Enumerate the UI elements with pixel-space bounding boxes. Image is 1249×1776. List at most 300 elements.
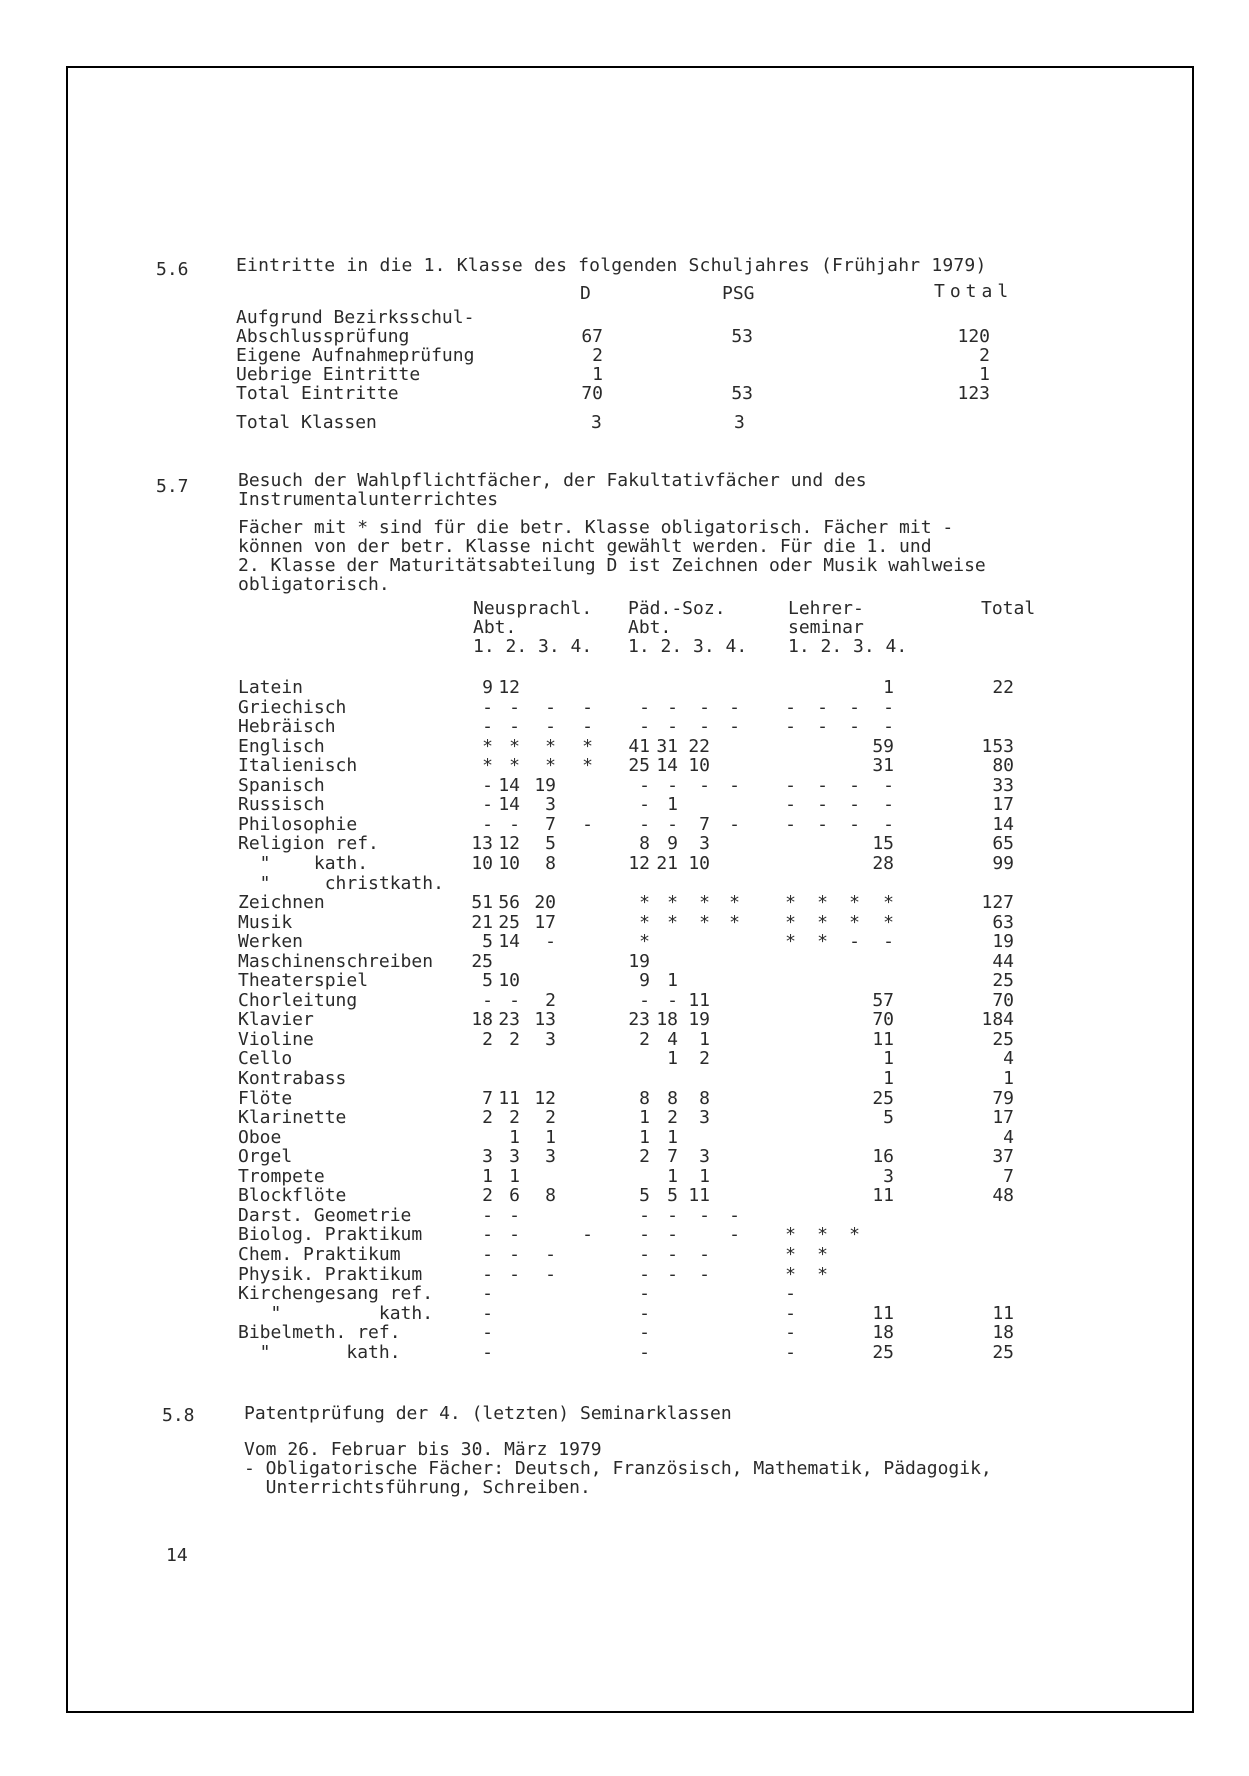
subject-cell: - [729,697,740,718]
subject-cell: - [509,697,520,718]
subject-label: Kirchengesang ref. [238,1283,434,1304]
section-number-5-7: 5.7 [156,476,189,497]
subject-cell: 3 [545,1029,556,1050]
subject-total: 65 [992,833,1014,854]
subject-cell: 2 [509,1029,520,1050]
subject-label: Hebräisch [238,716,336,737]
section-title-5-7-line-1: Besuch der Wahlpflichtfächer, der Fakultativfächer und des [238,470,867,491]
subject-cell: 12 [498,833,520,854]
subject-cell: 59 [872,736,894,757]
subject-cell: - [785,1283,796,1304]
col-head-padsoz-abt: Abt. [628,617,672,638]
subject-cell: 10 [498,853,520,874]
subject-cell: * [785,892,796,913]
subject-cell: - [699,1244,710,1265]
subject-cell: * [639,912,650,933]
intro-line-3: 2. Klasse der Maturitätsabteilung D ist Zeichnen oder Musik wahlweise [238,555,986,576]
subject-cell: 2 [639,1029,650,1050]
subject-cell: 12 [534,1088,556,1109]
col-head-neusprachl: Neusprachl. [473,598,593,619]
subject-total: 18 [992,1322,1014,1343]
subject-cell: - [482,716,493,737]
subject-label: Latein [238,677,304,698]
subject-cell: * [729,892,740,913]
document-page [66,66,1194,1713]
subject-total: 153 [981,736,1014,757]
subject-cell: 9 [482,677,493,698]
subject-cell: 5 [482,970,493,991]
section-number-5-6: 5.6 [156,259,189,280]
subject-label: Cello [238,1048,293,1069]
subject-cell: - [817,775,828,796]
subject-cell: - [667,775,678,796]
subject-cell: * [785,1264,796,1285]
subject-total: 4 [1003,1127,1014,1148]
subject-cell: 11 [498,1088,520,1109]
subject-cell: - [849,775,860,796]
subject-cell: - [545,1244,556,1265]
subject-cell: - [482,1224,493,1245]
subject-cell: 2 [699,1048,710,1069]
subject-cell: 2 [639,1146,650,1167]
subject-cell: - [509,1205,520,1226]
subject-cell: 5 [667,1185,678,1206]
subject-cell: - [785,1322,796,1343]
subject-cell: - [883,814,894,835]
subject-label: Biolog. Praktikum [238,1224,423,1245]
subject-cell: * [817,1224,828,1245]
subject-cell: * [849,912,860,933]
subject-cell: - [639,1322,650,1343]
subject-cell: * [817,1264,828,1285]
col-head-lehrer: Lehrer- [788,598,864,619]
subject-label: Klavier [238,1009,314,1030]
subject-cell: 5 [883,1107,894,1128]
subject-cell: * [817,912,828,933]
subject-cell: 8 [699,1088,710,1109]
subject-cell: 1 [699,1166,710,1187]
subject-cell: * [582,755,593,776]
total-klassen-d: 3 [591,412,602,433]
entries-cell-total: 2 [979,345,990,366]
subject-cell: - [545,931,556,952]
entries-cell-psg: 53 [731,326,753,347]
subject-cell: 3 [545,794,556,815]
subject-cell: 1 [667,1166,678,1187]
subject-cell: 2 [667,1107,678,1128]
subject-cell: 3 [883,1166,894,1187]
intro-line-2: können von der betr. Klasse nicht gewählt werden. Für die 1. und [238,536,932,557]
subject-cell: 2 [545,990,556,1011]
subject-label: Violine [238,1029,314,1050]
subject-cell: * [639,892,650,913]
entries-cell-label: Aufgrund Bezirksschul- [236,307,475,328]
subject-cell: - [482,775,493,796]
subject-cell: 19 [628,951,650,972]
col-head-lehrer-classes: 1. 2. 3. 4. [788,636,908,657]
subject-cell: - [817,697,828,718]
subject-label: Oboe [238,1127,282,1148]
subject-cell: - [545,716,556,737]
subject-cell: * [639,931,650,952]
subject-cell: * [817,1244,828,1265]
entries-cell-d: 70 [581,383,603,404]
subject-label: " kath. [238,853,369,874]
entries-cell-psg: 53 [731,383,753,404]
subject-cell: - [509,1264,520,1285]
subject-total: 11 [992,1303,1014,1324]
subject-cell: * [482,736,493,757]
subject-cell: - [667,716,678,737]
subject-cell: 2 [482,1107,493,1128]
s58-line-2: - Obligatorische Fächer: Deutsch, Französisch, Mathematik, Pädagogik, [244,1458,992,1479]
subject-cell: 12 [498,677,520,698]
subject-cell: 19 [534,775,556,796]
subject-cell: 25 [471,951,493,972]
subject-cell: - [883,794,894,815]
entries-cell-d: 1 [592,364,603,385]
subject-cell: 11 [872,1029,894,1050]
subject-cell: * [699,892,710,913]
total-klassen-psg: 3 [734,412,745,433]
subject-cell: * [582,736,593,757]
subject-cell: 1 [667,794,678,815]
subject-cell: 18 [471,1009,493,1030]
subject-cell: - [482,1342,493,1363]
subject-cell: 25 [872,1342,894,1363]
subject-cell: - [699,775,710,796]
subject-cell: 8 [639,1088,650,1109]
entries-cell-label: Total Eintritte [236,383,399,404]
subject-cell: - [883,775,894,796]
subject-cell: 1 [883,1048,894,1069]
subject-total: 127 [981,892,1014,913]
subject-cell: 9 [667,833,678,854]
subject-cell: 1 [883,677,894,698]
subject-cell: * [667,892,678,913]
subject-label: Chem. Praktikum [238,1244,401,1265]
subject-cell: 8 [545,1185,556,1206]
header-d: D [580,283,591,304]
subject-cell: * [509,755,520,776]
subject-cell: 1 [509,1166,520,1187]
subject-cell: - [482,1244,493,1265]
subject-label: Theaterspiel [238,970,369,991]
subject-cell: - [639,775,650,796]
entries-cell-total: 1 [979,364,990,385]
subject-cell: - [729,775,740,796]
subject-cell: 17 [534,912,556,933]
subject-total: 17 [992,1107,1014,1128]
subject-cell: 3 [699,1107,710,1128]
subject-cell: 3 [482,1146,493,1167]
subject-cell: 3 [545,1146,556,1167]
subject-cell: 25 [628,755,650,776]
subject-cell: - [639,1283,650,1304]
subject-cell: - [509,814,520,835]
subject-cell: - [639,1342,650,1363]
section-number-5-8: 5.8 [162,1405,195,1426]
subject-cell: - [667,1205,678,1226]
subject-cell: 11 [872,1303,894,1324]
subject-cell: - [667,1244,678,1265]
subject-cell: - [785,775,796,796]
subject-cell: 56 [498,892,520,913]
subject-label: Kontrabass [238,1068,347,1089]
subject-total: 44 [992,951,1014,972]
subject-cell: 13 [471,833,493,854]
subject-cell: - [849,814,860,835]
subject-cell: 18 [872,1322,894,1343]
subject-total: 22 [992,677,1014,698]
subject-cell: - [509,716,520,737]
subject-cell: - [785,794,796,815]
subject-cell: 25 [498,912,520,933]
subject-cell: - [667,814,678,835]
subject-cell: - [729,814,740,835]
subject-cell: - [667,1264,678,1285]
subject-label: Chorleitung [238,990,358,1011]
subject-cell: - [883,931,894,952]
subject-cell: - [482,814,493,835]
subject-cell: 1 [482,1166,493,1187]
subject-cell: 51 [471,892,493,913]
subject-cell: 1 [509,1127,520,1148]
subject-total: 63 [992,912,1014,933]
subject-cell: 1 [883,1068,894,1089]
subject-cell: 25 [872,1088,894,1109]
entries-cell-d: 67 [581,326,603,347]
s58-line-1: Vom 26. Februar bis 30. März 1979 [244,1439,602,1460]
subject-cell: * [849,1224,860,1245]
subject-cell: 10 [688,755,710,776]
subject-cell: - [509,1224,520,1245]
subject-total: 14 [992,814,1014,835]
subject-cell: - [699,716,710,737]
subject-cell: * [785,1224,796,1245]
section-title-5-8: Patentprüfung der 4. (letzten) Seminarklassen [244,1403,732,1424]
subject-cell: - [482,697,493,718]
subject-cell: 1 [667,1048,678,1069]
subject-cell: 12 [628,853,650,874]
subject-cell: - [639,1224,650,1245]
subject-cell: - [785,697,796,718]
subject-cell: - [667,1224,678,1245]
subject-total: 48 [992,1185,1014,1206]
subject-cell: - [482,794,493,815]
subject-cell: 18 [656,1009,678,1030]
subject-total: 7 [1003,1166,1014,1187]
subject-cell: - [729,716,740,737]
subject-label: Philosophie [238,814,358,835]
col-head-padsoz-classes: 1. 2. 3. 4. [628,636,748,657]
subject-cell: - [785,1303,796,1324]
subject-cell: - [639,1264,650,1285]
col-head-neusprachl-classes: 1. 2. 3. 4. [473,636,593,657]
subject-cell: 5 [545,833,556,854]
subject-cell: - [582,697,593,718]
subject-label: Italienisch [238,755,358,776]
subject-cell: 8 [545,853,556,874]
subject-cell: - [785,814,796,835]
subject-cell: 8 [667,1088,678,1109]
subject-cell: 2 [482,1185,493,1206]
subject-label: Werken [238,931,304,952]
page-number: 14 [166,1545,188,1566]
s58-line-3: Unterrichtsführung, Schreiben. [244,1477,591,1498]
subject-label: " kath. [238,1303,434,1324]
subject-cell: 1 [699,1029,710,1050]
intro-line-1: Fächer mit * sind für die betr. Klasse obligatorisch. Fächer mit - [238,517,954,538]
subject-cell: 2 [509,1107,520,1128]
subject-cell: 1 [545,1127,556,1148]
subject-cell: 7 [482,1088,493,1109]
entries-cell-label: Eigene Aufnahmeprüfung [236,345,475,366]
subject-total: 25 [992,970,1014,991]
total-klassen-label: Total Klassen [236,412,377,433]
entries-cell-d: 2 [592,345,603,366]
subject-label: " christkath. [238,873,444,894]
subject-cell: 14 [498,794,520,815]
subject-cell: 31 [872,755,894,776]
subject-cell: * [667,912,678,933]
subject-cell: - [482,1264,493,1285]
subject-cell: - [482,990,493,1011]
subject-cell: 2 [482,1029,493,1050]
subject-cell: 9 [639,970,650,991]
subject-cell: - [482,1205,493,1226]
subject-cell: 13 [534,1009,556,1030]
subject-label: Blockflöte [238,1185,347,1206]
subject-cell: * [883,912,894,933]
subject-cell: 57 [872,990,894,1011]
subject-label: Russisch [238,794,325,815]
subject-cell: - [509,1244,520,1265]
subject-label: Englisch [238,736,325,757]
subject-cell: - [883,716,894,737]
subject-cell: - [849,931,860,952]
subject-cell: * [883,892,894,913]
subject-cell: 15 [872,833,894,854]
subject-cell: 11 [872,1185,894,1206]
subject-cell: * [849,892,860,913]
entries-cell-total: 123 [957,383,990,404]
subject-cell: 23 [498,1009,520,1030]
subject-cell: - [482,1322,493,1343]
subject-total: 33 [992,775,1014,796]
entries-cell-label: Abschlussprüfung [236,326,410,347]
subject-total: 37 [992,1146,1014,1167]
subject-cell: 14 [498,775,520,796]
subject-cell: 10 [471,853,493,874]
subject-cell: * [545,755,556,776]
subject-cell: - [729,1205,740,1226]
subject-cell: 5 [482,931,493,952]
subject-total: 1 [1003,1068,1014,1089]
entries-cell-total: 120 [957,326,990,347]
subject-cell: * [817,931,828,952]
subject-cell: 11 [688,990,710,1011]
subject-cell: 1 [667,1127,678,1148]
subject-cell: - [639,1244,650,1265]
col-head-total: Total [981,598,1036,619]
subject-label: Griechisch [238,697,347,718]
subject-cell: 70 [872,1009,894,1030]
subject-cell: 19 [688,1009,710,1030]
subject-cell: 2 [545,1107,556,1128]
subject-cell: - [639,716,650,737]
subject-cell: 21 [656,853,678,874]
subject-cell: 41 [628,736,650,757]
subject-cell: 7 [699,814,710,835]
subject-cell: - [639,1303,650,1324]
subject-cell: * [699,912,710,933]
col-head-neusprachl-abt: Abt. [473,617,517,638]
subject-cell: 11 [688,1185,710,1206]
subject-total: 70 [992,990,1014,1011]
subject-cell: 1 [639,1127,650,1148]
col-head-lehrer-seminar: seminar [788,617,864,638]
subject-cell: 1 [667,970,678,991]
subject-cell: - [883,697,894,718]
subject-cell: - [639,794,650,815]
subject-cell: - [582,716,593,737]
subject-total: 79 [992,1088,1014,1109]
section-title-5-6: Eintritte in die 1. Klasse des folgenden Schuljahres (Frühjahr 1979) [236,255,987,276]
subject-label: Physik. Praktikum [238,1264,423,1285]
subject-cell: * [785,931,796,952]
header-psg: PSG [722,283,755,304]
header-total: Total [934,281,1014,302]
subject-cell: - [667,990,678,1011]
subject-cell: - [639,814,650,835]
subject-cell: 10 [688,853,710,874]
subject-cell: - [582,1224,593,1245]
subject-total: 4 [1003,1048,1014,1069]
subject-cell: - [639,697,650,718]
subject-cell: - [639,1205,650,1226]
subject-total: 80 [992,755,1014,776]
subject-cell: - [817,814,828,835]
subject-cell: - [582,814,593,835]
subject-cell: - [849,716,860,737]
subject-cell: - [849,794,860,815]
subject-cell: 23 [628,1009,650,1030]
subject-cell: * [785,1244,796,1265]
subject-cell: 8 [639,833,650,854]
subject-cell: - [699,697,710,718]
subject-label: Spanisch [238,775,325,796]
subject-cell: - [729,1224,740,1245]
subject-label: Zeichnen [238,892,325,913]
subject-cell: 20 [534,892,556,913]
subject-label: Musik [238,912,293,933]
subject-cell: - [849,697,860,718]
intro-line-4: obligatorisch. [238,574,390,595]
subject-total: 99 [992,853,1014,874]
subject-label: " kath. [238,1342,401,1363]
subject-cell: - [817,794,828,815]
subject-cell: - [667,697,678,718]
subject-cell: - [785,1342,796,1363]
subject-cell: 16 [872,1146,894,1167]
subject-cell: 3 [699,833,710,854]
subject-cell: - [785,716,796,737]
subject-cell: - [509,990,520,1011]
subject-label: Bibelmeth. ref. [238,1322,401,1343]
subject-label: Klarinette [238,1107,347,1128]
subject-cell: - [545,697,556,718]
